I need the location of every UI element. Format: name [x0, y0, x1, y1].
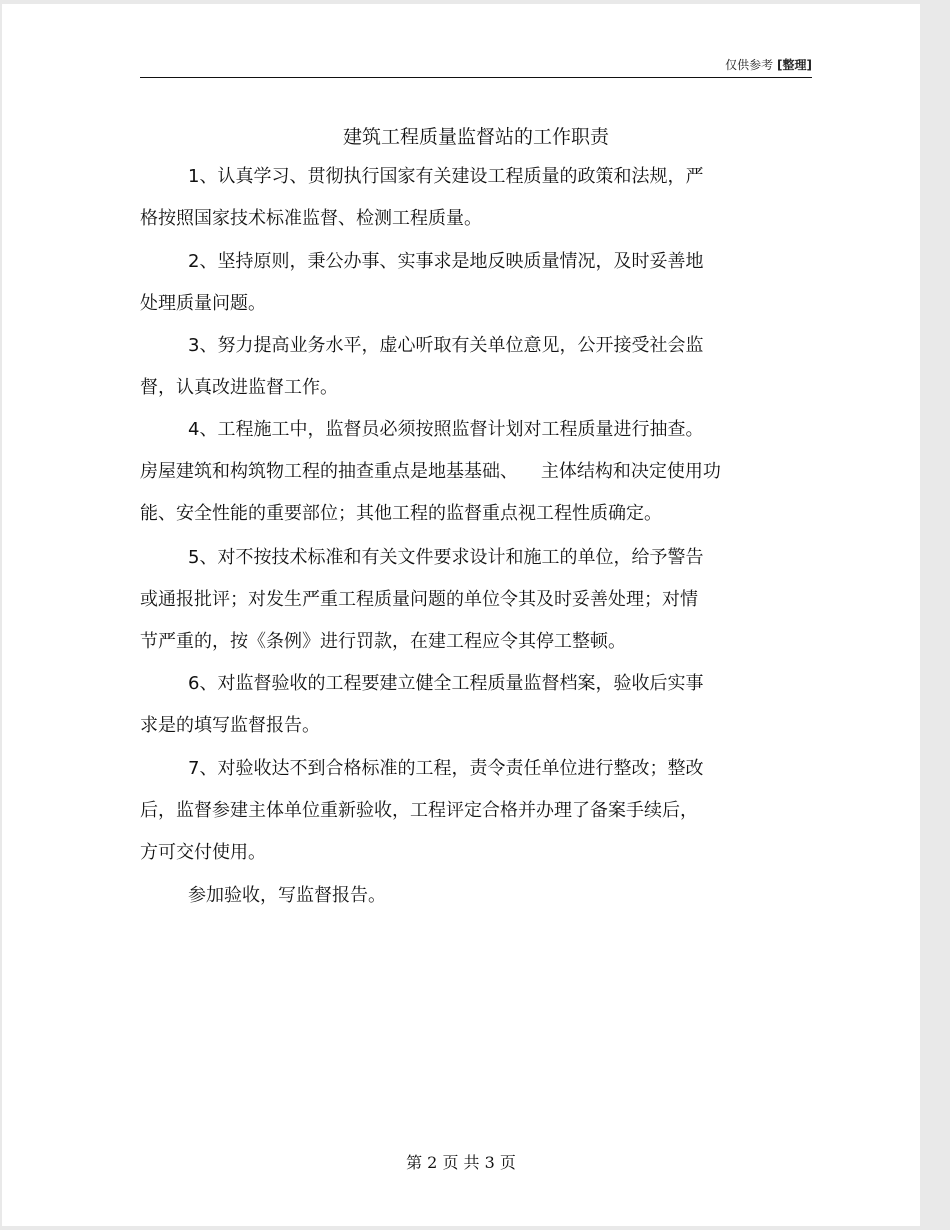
paragraph-2: [140, 241, 812, 325]
paragraph-line: 房屋建筑和构筑物工程的抽查重点是地基基础、 主体结构和决定使用功: [140, 461, 721, 482]
paragraph-line: 格按照国家技术标准监督、检测工程质量。: [140, 208, 482, 229]
document-page: [2, 4, 920, 1226]
paragraph-line: 3、努力提高业务水平，虚心听取有关单位意见，公开接受社会监: [188, 335, 704, 356]
paragraph-line: 或通报批评；对发生严重工程质量问题的单位令其及时妥善处理；对情: [140, 589, 698, 610]
page-header: [140, 56, 812, 76]
paragraph-line: 5、对不按技术标准和有关文件要求设计和施工的单位，给予警告: [188, 547, 704, 568]
paragraph-line: 督，认真改进监督工作。: [140, 377, 338, 398]
paragraph-line: 参加验收，写监督报告。: [188, 885, 386, 906]
paragraph-4: [140, 409, 812, 535]
paragraph-line: 求是的填写监督报告。: [140, 715, 320, 736]
paragraph-7: [140, 748, 812, 874]
paragraph-line: 7、对验收达不到合格标准的工程，责令责任单位进行整改；整改: [188, 758, 704, 779]
paragraph-line: 节严重的，按《条例》进行罚款，在建工程应令其停工整顿。: [140, 631, 626, 652]
paragraph-line: 后，监督参建主体单位重新验收，工程评定合格并办理了备案手续后，: [140, 800, 698, 821]
header-tag: [整理]: [777, 58, 812, 72]
paragraph-line: 方可交付使用。: [140, 842, 266, 863]
paragraph-1: [140, 156, 812, 240]
paragraph-line: 4、工程施工中，监督员必须按照监督计划对工程质量进行抽查。: [188, 419, 704, 440]
paragraph-6: [140, 663, 812, 747]
document-title: 建筑工程质量监督站的工作职责: [342, 126, 609, 148]
paragraph-line: 1、认真学习、贯彻执行国家有关建设工程质量的政策和法规，严: [188, 166, 704, 187]
paragraph-line: 处理质量问题。: [140, 293, 266, 314]
paragraph-5: [140, 537, 812, 663]
paragraph-line: 能、安全性能的重要部位；其他工程的监督重点视工程性质确定。: [140, 503, 662, 524]
paragraph-line: 6、对监督验收的工程要建立健全工程质量监督档案，验收后实事: [188, 673, 704, 694]
paragraph-line: 2、坚持原则，秉公办事、实事求是地反映质量情况，及时妥善地: [188, 251, 704, 272]
page-footer: 第 2 页 共 3 页: [406, 1153, 516, 1172]
paragraph-8: [140, 875, 812, 917]
paragraph-3: [140, 325, 812, 409]
header-rule: [140, 77, 812, 78]
header-note: 仅供参考: [725, 58, 774, 72]
